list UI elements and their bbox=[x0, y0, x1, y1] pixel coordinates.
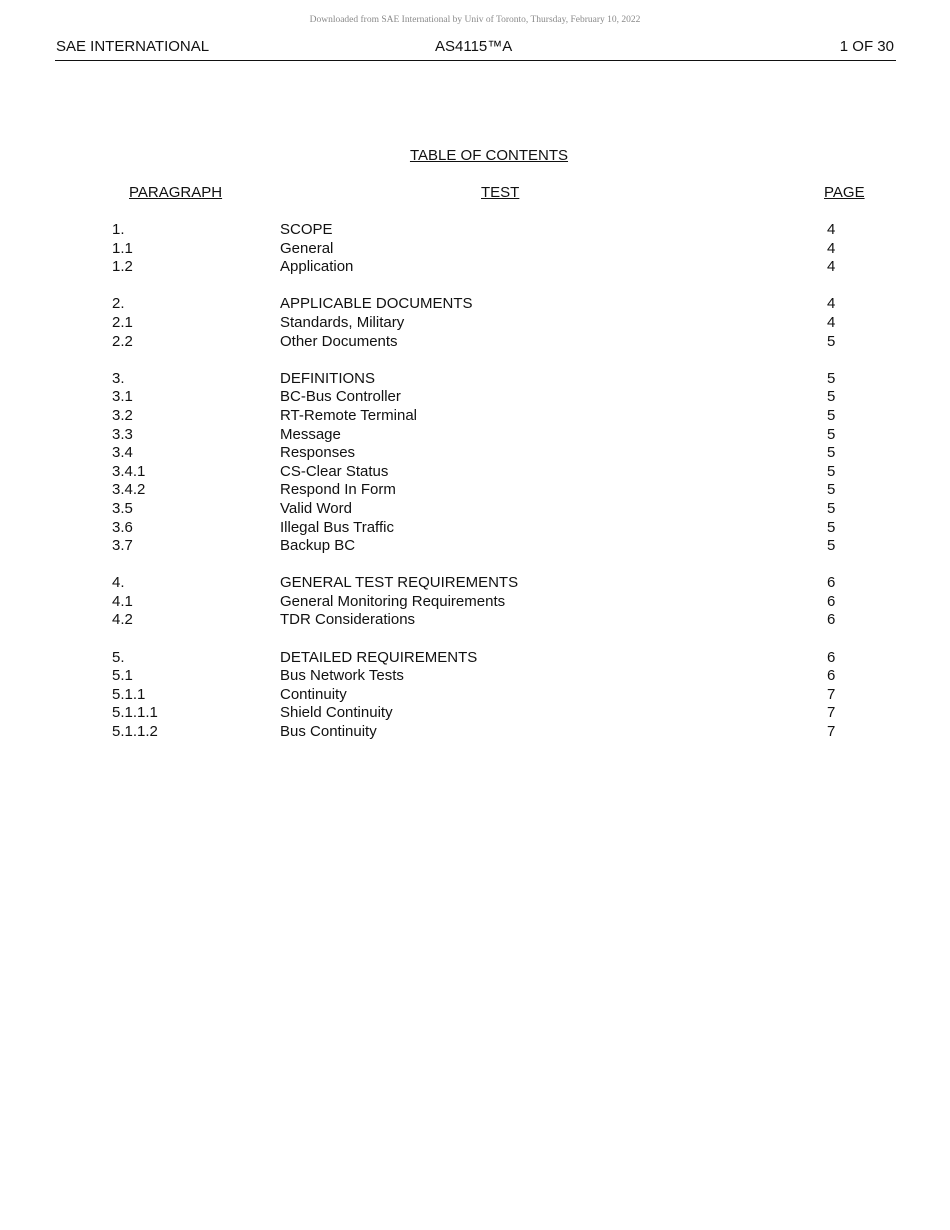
toc-entry-number: 3.3 bbox=[112, 425, 133, 443]
page-count: 1 OF 30 bbox=[839, 38, 894, 55]
toc-entry-title: DETAILED REQUIREMENTS bbox=[280, 648, 478, 666]
column-header-paragraph: PARAGRAPH bbox=[129, 184, 223, 201]
toc-entry-page: 6 bbox=[827, 592, 836, 610]
toc-entry[interactable] bbox=[0, 426, 950, 445]
toc-entry-number: 3.4 bbox=[112, 444, 133, 462]
toc-entry-page: 6 bbox=[827, 648, 836, 666]
toc-entry-page: 4 bbox=[827, 221, 836, 238]
toc-entry[interactable] bbox=[0, 314, 950, 333]
toc-entry-page: 5 bbox=[827, 518, 836, 536]
toc-entry-title: Continuity bbox=[280, 685, 347, 703]
toc-entry[interactable] bbox=[0, 574, 950, 593]
toc-entry-page: 5 bbox=[827, 425, 836, 443]
page-header bbox=[55, 38, 896, 61]
toc-entry-number: 4.1 bbox=[112, 592, 133, 610]
toc-entry[interactable] bbox=[0, 481, 950, 500]
toc-entry-title: SCOPE bbox=[280, 221, 333, 238]
toc-section bbox=[0, 574, 950, 630]
toc-entry-title: Backup BC bbox=[280, 537, 356, 555]
download-watermark: Downloaded from SAE International by Univ of Toronto, Thursday, February 10, 2022 bbox=[309, 15, 641, 25]
toc-entry-page: 4 bbox=[827, 295, 836, 313]
toc-entry-number: 5.1.1.2 bbox=[112, 723, 158, 741]
toc-entry-page: 5 bbox=[827, 406, 836, 424]
toc-entry[interactable] bbox=[0, 686, 950, 705]
column-header-page: PAGE bbox=[824, 184, 865, 201]
toc-entry[interactable] bbox=[0, 221, 950, 240]
toc-entry-number: 1.1 bbox=[112, 239, 133, 257]
toc-entry-title: GENERAL TEST REQUIREMENTS bbox=[280, 574, 519, 592]
toc-entry-title: RT-Remote Terminal bbox=[280, 406, 417, 424]
toc-entry[interactable] bbox=[0, 295, 950, 314]
toc-entry[interactable] bbox=[0, 537, 950, 556]
toc-entry-title: Standards, Military bbox=[280, 313, 405, 331]
toc-entry-title: TDR Considerations bbox=[280, 611, 416, 629]
toc-section bbox=[0, 370, 950, 556]
toc-entry-number: 3.4.1 bbox=[112, 462, 146, 480]
toc-entry-number: 4.2 bbox=[112, 611, 133, 629]
toc-entry[interactable] bbox=[0, 723, 950, 742]
toc-entry-title: BC-Bus Controller bbox=[280, 388, 401, 406]
toc-entry[interactable] bbox=[0, 240, 950, 259]
document-number: AS4115™A bbox=[435, 38, 513, 55]
toc-entry-number: 3.5 bbox=[112, 499, 133, 517]
toc-entry-number: 2.1 bbox=[112, 313, 133, 331]
toc-entry-number: 5. bbox=[112, 648, 125, 666]
toc-entry-number: 3.4.2 bbox=[112, 481, 146, 499]
toc-entry-number: 5.1.1 bbox=[112, 685, 146, 703]
toc-section bbox=[0, 221, 950, 277]
toc-title: TABLE OF CONTENTS bbox=[409, 147, 569, 164]
toc-entry[interactable] bbox=[0, 667, 950, 686]
toc-entry[interactable] bbox=[0, 463, 950, 482]
toc-entry-page: 6 bbox=[827, 667, 836, 685]
toc-entry-title: Respond In Form bbox=[280, 481, 396, 499]
publisher-name: SAE INTERNATIONAL bbox=[56, 38, 210, 55]
toc-section bbox=[0, 649, 950, 742]
toc-entry-title: DEFINITIONS bbox=[280, 369, 376, 387]
toc-entry-number: 3. bbox=[112, 369, 125, 387]
toc-entry[interactable] bbox=[0, 407, 950, 426]
toc-entry-title: Illegal Bus Traffic bbox=[280, 518, 394, 536]
toc-entry-number: 2. bbox=[112, 295, 125, 313]
toc-entry-title: Responses bbox=[280, 444, 356, 462]
toc-entry-number: 3.7 bbox=[112, 537, 133, 555]
toc-entry-page: 7 bbox=[827, 723, 836, 741]
toc-entry[interactable] bbox=[0, 444, 950, 463]
toc-entry[interactable] bbox=[0, 258, 950, 277]
toc-entry-number: 4. bbox=[112, 574, 125, 592]
toc-entry[interactable] bbox=[0, 704, 950, 723]
toc-entry-title: Application bbox=[280, 258, 354, 276]
toc-entry[interactable] bbox=[0, 388, 950, 407]
toc-entry-number: 2.2 bbox=[112, 332, 133, 350]
toc-entry[interactable] bbox=[0, 500, 950, 519]
toc-entry-page: 6 bbox=[827, 611, 836, 629]
toc-entry-title: General Monitoring Requirements bbox=[280, 592, 506, 610]
toc-entry[interactable] bbox=[0, 519, 950, 538]
toc-entry-page: 5 bbox=[827, 537, 836, 555]
toc-entry-title: General bbox=[280, 239, 334, 257]
toc-entry-page: 4 bbox=[827, 313, 836, 331]
toc-entry-page: 5 bbox=[827, 481, 836, 499]
toc-entry-title: Message bbox=[280, 425, 341, 443]
toc-entry-number: 3.2 bbox=[112, 406, 133, 424]
toc-entry-number: 3.6 bbox=[112, 518, 133, 536]
toc-entry-number: 1.2 bbox=[112, 258, 133, 276]
toc-entry-title: CS-Clear Status bbox=[280, 462, 389, 480]
toc-entry[interactable] bbox=[0, 593, 950, 612]
column-header-text: TEST bbox=[481, 184, 520, 201]
toc-entry-number: 5.1.1.1 bbox=[112, 704, 158, 722]
toc-entry-number: 5.1 bbox=[112, 667, 133, 685]
toc-entry-page: 5 bbox=[827, 499, 836, 517]
toc-entry-title: Shield Continuity bbox=[280, 704, 393, 722]
toc-entry-title: Valid Word bbox=[280, 499, 352, 517]
toc-entry-page: 5 bbox=[827, 369, 836, 387]
toc-entry-page: 7 bbox=[827, 685, 836, 703]
toc-entry-page: 6 bbox=[827, 574, 836, 592]
toc-entry-number: 3.1 bbox=[112, 388, 133, 406]
toc-body bbox=[0, 221, 950, 760]
toc-entry[interactable] bbox=[0, 370, 950, 389]
toc-entry-title: Bus Network Tests bbox=[280, 667, 404, 685]
toc-entry-page: 5 bbox=[827, 462, 836, 480]
toc-entry-title: APPLICABLE DOCUMENTS bbox=[280, 295, 473, 313]
toc-entry[interactable] bbox=[0, 333, 950, 352]
toc-entry-page: 5 bbox=[827, 388, 836, 406]
toc-entry-page: 7 bbox=[827, 704, 836, 722]
toc-entry-page: 4 bbox=[827, 239, 836, 257]
toc-entry-number: 1. bbox=[112, 221, 125, 238]
toc-entry-page: 5 bbox=[827, 444, 836, 462]
toc-entry-page: 4 bbox=[827, 258, 836, 276]
toc-entry[interactable] bbox=[0, 611, 950, 630]
toc-entry-title: Bus Continuity bbox=[280, 723, 377, 741]
toc-section bbox=[0, 295, 950, 351]
toc-entry[interactable] bbox=[0, 649, 950, 668]
toc-entry-title: Other Documents bbox=[280, 332, 398, 350]
toc-entry-page: 5 bbox=[827, 332, 836, 350]
